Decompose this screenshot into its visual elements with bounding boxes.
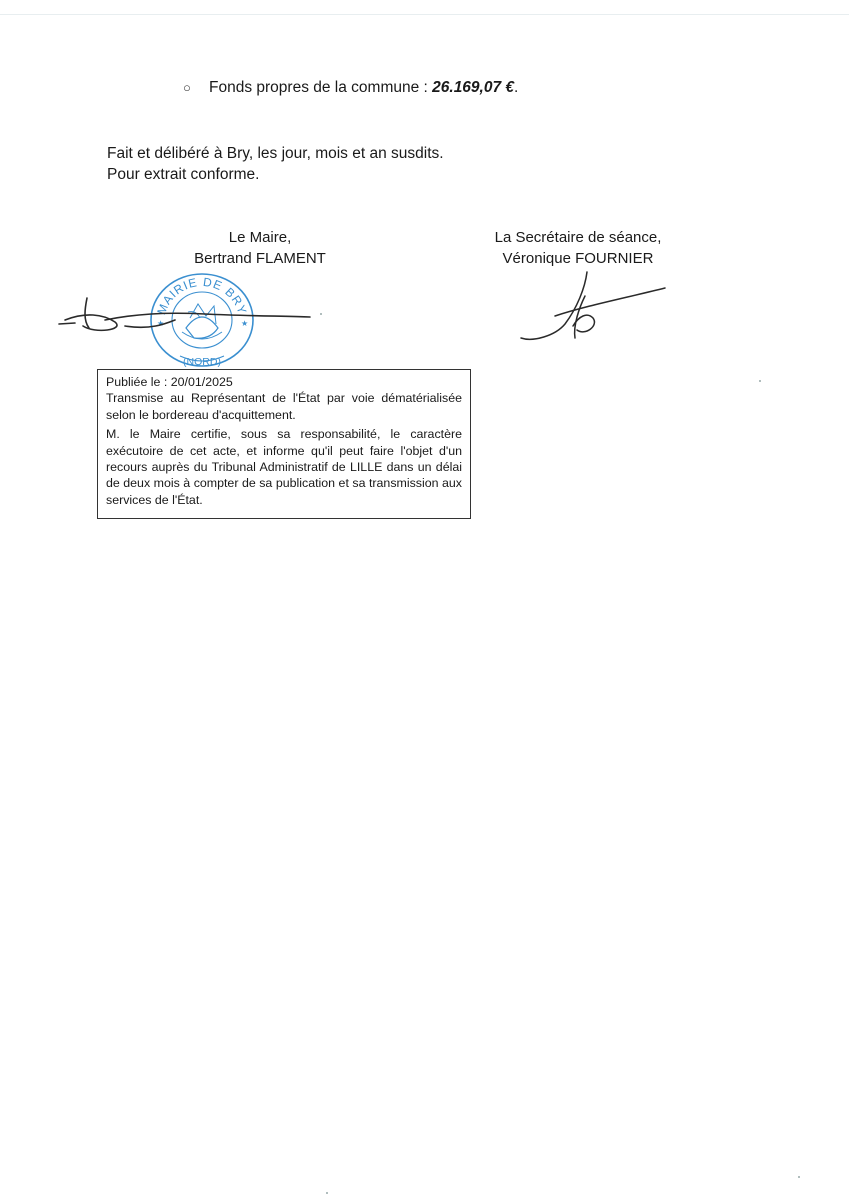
svg-text:MAIRIE DE BRY: MAIRIE DE BRY — [154, 274, 250, 317]
closing-line-2: Pour extrait conforme. — [107, 166, 260, 183]
scan-speck — [798, 1176, 800, 1178]
mayor-title: Le Maire, — [228, 229, 292, 246]
scan-speck — [326, 1192, 328, 1194]
closing-line-1: Fait et délibéré à Bry, les jour, mois et an susdits. — [107, 145, 444, 162]
scan-speck — [759, 380, 761, 382]
funding-bullet — [183, 79, 518, 97]
transmission-note: Transmise au Représentant de l'État par voie dématérialisée selon le bordereau d'acquittement. — [106, 391, 462, 422]
secretary-signature-block — [478, 227, 678, 269]
secretary-title: La Secrétaire de séance, — [494, 229, 662, 246]
svg-text:(NORD): (NORD) — [183, 356, 221, 368]
bullet-icon: ○ — [183, 80, 191, 95]
secretary-handwritten-signature — [515, 268, 675, 348]
closing-statement — [107, 143, 444, 185]
mayor-handwritten-signature — [55, 290, 335, 340]
funding-end: . — [514, 79, 519, 96]
svg-text:★: ★ — [241, 319, 249, 328]
mayor-signature-block — [160, 227, 360, 269]
mayor-name: Bertrand FLAMENT — [194, 250, 326, 267]
funding-amount: 26.169,07 € — [432, 79, 515, 96]
svg-text:★: ★ — [157, 319, 165, 328]
secretary-name: Véronique FOURNIER — [502, 250, 654, 267]
funding-label: Fonds propres de la commune : — [209, 79, 433, 96]
publication-notice — [97, 369, 471, 519]
certification-text: M. le Maire certifie, sous sa responsabilité, le caractère exécutoire de cet acte, et informe qu'il peut faire l'objet d'un recours auprès du Tribunal Administratif de LILLE dans un délai de deux mois à compter de sa publication et sa transmission aux services de l'État. — [106, 427, 462, 507]
scan-speck — [320, 313, 322, 315]
scan-edge — [0, 14, 849, 15]
publication-date: Publiée le : 20/01/2025 — [106, 375, 233, 389]
